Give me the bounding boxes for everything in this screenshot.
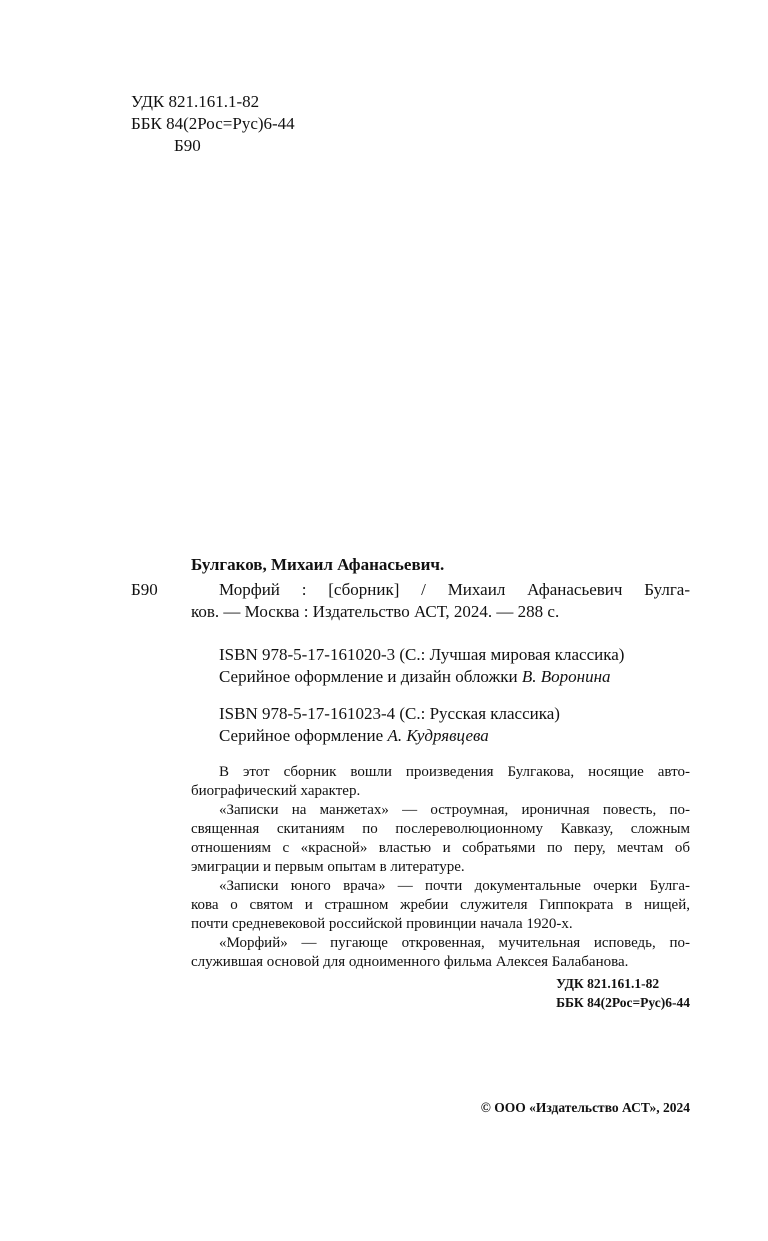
design-line-2	[191, 725, 690, 747]
design-prefix-1: Серийное оформление и дизайн обложки	[219, 667, 522, 686]
annotation	[191, 763, 690, 972]
annotation-line: «Записки юного врача» — почти документальные очерки Булга-	[219, 878, 690, 894]
copyright: © ООО «Издательство АСТ», 2024	[480, 1100, 690, 1115]
designer-name-2: А. Кудрявцева	[387, 726, 489, 745]
isbn-line-1: ISBN 978-5-17-161020-3 (С.: Лучшая мировая классика)	[219, 645, 625, 664]
bbk-code: ББК 84(2Рос=Рус)6-44	[131, 114, 295, 133]
author-mark: Б90	[174, 136, 201, 155]
annotation-line: «Записки на манжетах» — остроумная, ироничная повесть, по-	[219, 802, 690, 818]
entry-title-line-2: ков. — Москва : Издательство АСТ, 2024. — 288 с.	[191, 602, 560, 621]
annotation-line: эмиграции и первым опытам в литературе.	[191, 859, 465, 875]
bottom-bbk-code: ББК 84(2Рос=Рус)6-44	[556, 995, 690, 1010]
design-prefix-2: Серийное оформление	[219, 726, 388, 745]
annotation-line: служившая основой для одноименного фильма Алексея Балабанова.	[191, 954, 629, 970]
designer-name-1: В. Воронина	[521, 667, 611, 686]
isbn-line-2: ISBN 978-5-17-161023-4 (С.: Русская классика)	[219, 704, 560, 723]
design-line-1	[191, 666, 690, 688]
isbn-block-1	[191, 644, 690, 688]
top-classification	[131, 91, 295, 157]
annotation-line: В этот сборник вошли произведения Булгакова, носящие авто-	[219, 764, 690, 780]
catalog-entry	[191, 554, 690, 972]
annotation-line: почти средневековой российской провинции начала 1920-х.	[191, 916, 573, 932]
annotation-line: священная скитаниям по послереволюционному Кавказу, сложным	[191, 821, 690, 837]
annotation-line: биографический характер.	[191, 783, 361, 799]
entry-author-mark: Б90	[131, 580, 158, 599]
bottom-udk-code: УДК 821.161.1-82	[556, 976, 660, 991]
bottom-classification	[556, 974, 690, 1012]
annotation-line: кова о святом и страшном жребии служителя Гиппократа в нищей,	[191, 897, 690, 913]
entry-author: Булгаков, Михаил Афанасьевич.	[191, 555, 445, 574]
annotation-line: «Морфий» — пугающе откровенная, мучительная исповедь, по-	[219, 935, 690, 951]
annotation-line: отношениям с «красной» властью и собратьями по перу, мечтам об	[191, 840, 690, 856]
isbn-block-2	[191, 703, 690, 747]
entry-title-line-1: Морфий : [сборник] / Михаил Афанасьевич Булга-	[219, 580, 690, 599]
udk-code: УДК 821.161.1-82	[131, 92, 260, 111]
